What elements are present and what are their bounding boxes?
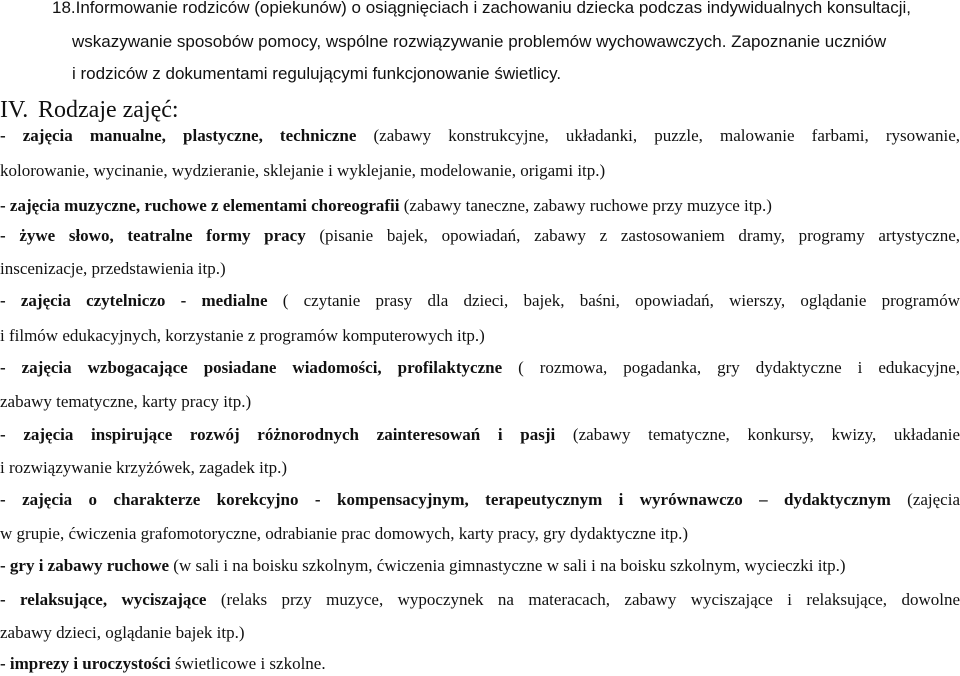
activity-6-line-1: [0, 425, 960, 445]
activity-9-desc: (relaks przy muzyce, wypoczynek na materacach, zabawy wyciszające i relaksujące, dowolne: [206, 590, 960, 609]
activity-8-title: - gry i zabawy ruchowe: [0, 556, 170, 575]
activity-6-desc: (zabawy tematyczne, konkursy, kwizy, układanie: [555, 425, 960, 444]
activity-6-title: - zajęcia inspirujące rozwój różnorodnych zainteresowań i pasji: [0, 425, 556, 444]
section-heading: [0, 96, 179, 124]
activity-5-line-1: [0, 358, 960, 378]
activity-7-desc: (zajęcia: [890, 490, 960, 509]
activity-5-title: - zajęcia wzbogacające posiadane wiadomości, profilaktyczne: [0, 358, 503, 377]
activity-5-line-2: zabawy tematyczne, karty pracy itp.): [0, 392, 252, 411]
activity-3-line-1: [0, 226, 960, 246]
activity-8-line-1: [0, 556, 846, 576]
activity-3-line-2: inscenizacje, przedstawienia itp.): [0, 259, 226, 278]
activity-6-line-2: i rozwiązywanie krzyżówek, zagadek itp.): [0, 458, 287, 477]
section-title: Rodzaje zajęć:: [38, 97, 179, 123]
activity-7-line-1: [0, 490, 960, 510]
activity-2-line-1: [0, 196, 772, 216]
intro-line-1: 18.Informowanie rodziców (opiekunów) o osiągnięciach i zachowaniu dziecka podczas indywidualnych konsultacji,: [52, 0, 911, 17]
activity-7-title: - zajęcia o charakterze korekcyjno - kompensacyjnym, terapeutycznym i wyrównawczo – dydaktycznym: [0, 490, 891, 509]
activity-7-line-2: w grupie, ćwiczenia grafomotoryczne, odrabianie prac domowych, karty pracy, gry dydaktyczne itp.): [0, 524, 689, 543]
activity-1-line-2: kolorowanie, wycinanie, wydzieranie, sklejanie i wyklejanie, modelowanie, origami itp.): [0, 161, 606, 180]
activity-9-line-1: [0, 590, 960, 610]
activity-1-title: - zajęcia manualne, plastyczne, techniczne: [0, 126, 357, 145]
intro-line-3: i rodziców z dokumentami regulującymi funkcjonowanie świetlicy.: [72, 64, 562, 83]
activity-4-desc: ( czytanie prasy dla dzieci, bajek, baśni, opowiadań, wierszy, oglądanie programów: [267, 291, 960, 310]
activity-9-title: - relaksujące, wyciszające: [0, 590, 207, 609]
activity-5-desc: ( rozmowa, pogadanka, gry dydaktyczne i edukacyjne,: [502, 358, 960, 377]
activity-10-desc: świetlicowe i szkolne.: [170, 654, 326, 673]
activity-8-desc: (w sali i na boisku szkolnym, ćwiczenia gimnastyczne w sali i na boisku szkolnym, wycieczki itp.): [169, 556, 846, 575]
activity-4-title: - zajęcia czytelniczo - medialne: [0, 291, 268, 310]
activity-10-title: - imprezy i uroczystości: [0, 654, 171, 673]
activity-1-desc: (zabawy konstrukcyjne, układanki, puzzle, malowanie farbami, rysowanie,: [356, 126, 960, 145]
activity-3-title: - żywe słowo, teatralne formy pracy: [0, 226, 306, 245]
activity-1-line-1: [0, 126, 960, 146]
activity-10-line-1: [0, 654, 326, 674]
intro-line-2: wskazywanie sposobów pomocy, wspólne rozwiązywanie problemów wychowawczych. Zapoznanie uczniów: [72, 32, 887, 51]
activity-2-title: - zajęcia muzyczne, ruchowe z elementami choreografii: [0, 196, 400, 215]
activity-3-desc: (pisanie bajek, opowiadań, zabawy z zastosowaniem dramy, programy artystyczne,: [305, 226, 960, 245]
activity-4-line-1: [0, 291, 960, 311]
activity-2-desc: (zabawy taneczne, zabawy ruchowe przy muzyce itp.): [399, 196, 772, 215]
section-number: IV.: [0, 97, 29, 123]
activity-4-line-2: i filmów edukacyjnych, korzystanie z programów komputerowych itp.): [0, 326, 485, 345]
activity-9-line-2: zabawy dzieci, oglądanie bajek itp.): [0, 623, 245, 642]
